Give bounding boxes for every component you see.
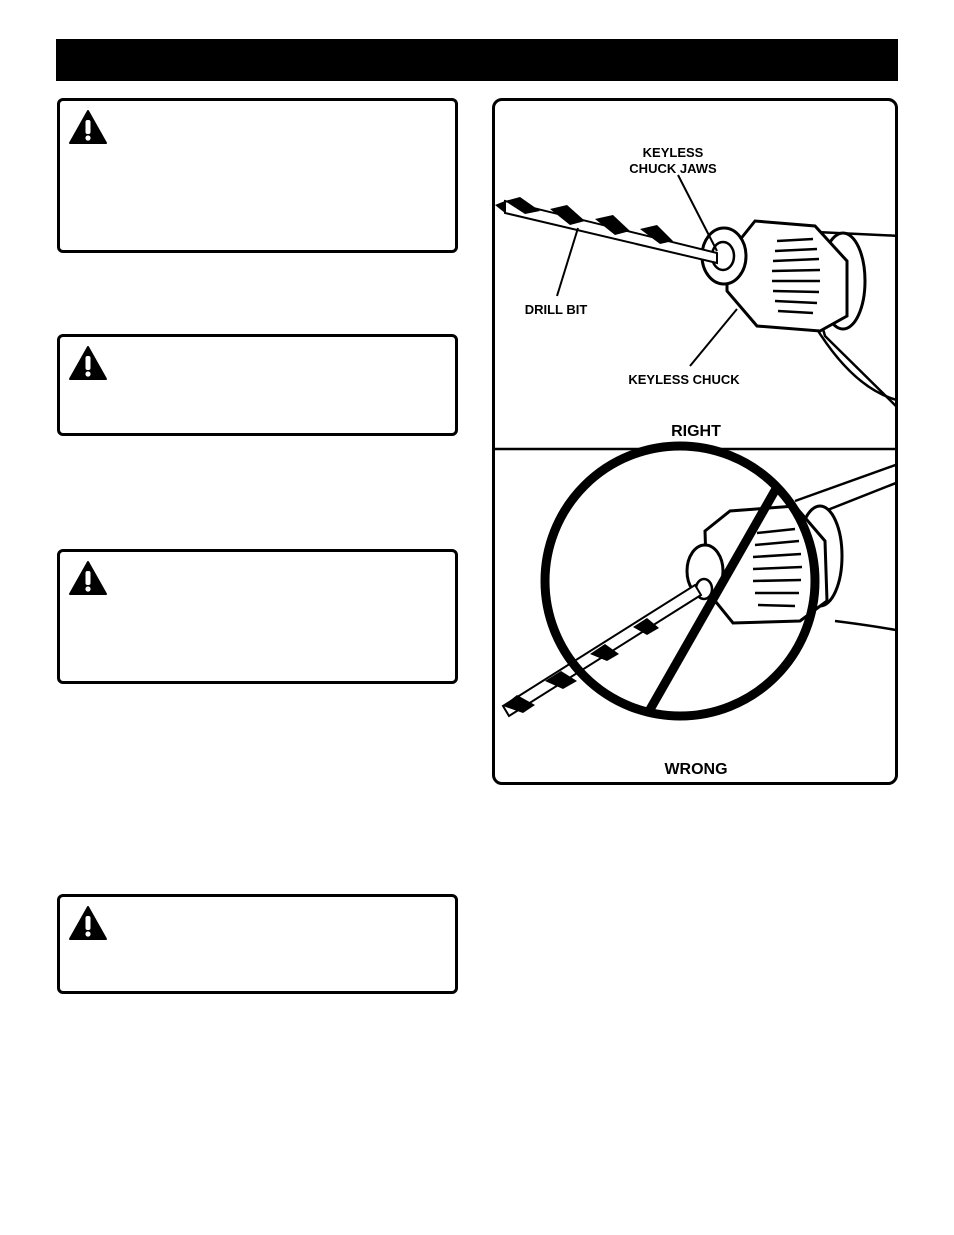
right-illustration: [495, 145, 898, 440]
label-keyless-chuck-jaws-line2: CHUCK JAWS: [629, 161, 717, 176]
caption-right: RIGHT: [671, 423, 721, 440]
section-header-bar: [56, 39, 898, 81]
caption-wrong: WRONG: [664, 761, 728, 778]
warning-triangle-icon: [68, 560, 108, 596]
warning-box-3: [57, 549, 458, 684]
wrong-illustration: [503, 446, 898, 778]
warning-triangle-icon: [68, 905, 108, 941]
leader-keyless-chuck: [690, 309, 737, 366]
label-keyless-chuck: KEYLESS CHUCK: [628, 372, 740, 387]
warning-box-2: [57, 334, 458, 436]
warning-box-4: [57, 894, 458, 994]
drill-bit-installation-figure: [492, 98, 898, 785]
label-drill-bit: DRILL BIT: [524, 302, 588, 317]
warning-box-1: [57, 98, 458, 253]
warning-triangle-icon: [68, 109, 108, 145]
leader-drill-bit: [557, 228, 578, 296]
label-keyless-chuck-jaws-line1: KEYLESS: [642, 145, 704, 160]
warning-triangle-icon: [68, 345, 108, 381]
figure-drawing: [495, 101, 898, 785]
leader-chuck-jaws: [678, 175, 717, 251]
